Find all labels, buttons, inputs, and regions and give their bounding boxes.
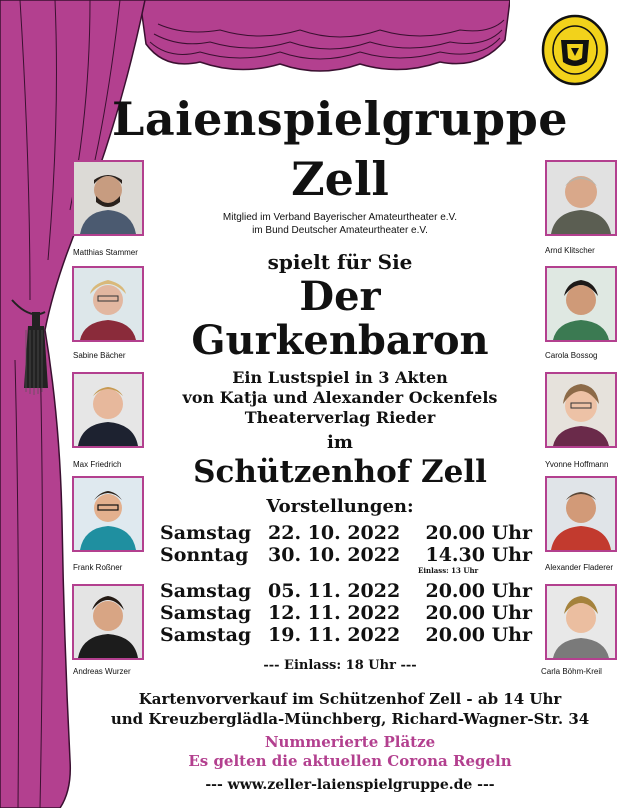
cast-name-right-4: Alexander Fladerer	[545, 563, 614, 572]
cast-name-right-3: Yvonne Hoffmann	[545, 460, 609, 469]
play-desc-line1: Ein Lustspiel in 3 Akten	[232, 368, 448, 387]
performance-row	[160, 602, 532, 624]
performance-date: 12. 11. 2022	[268, 602, 401, 624]
performance-row	[160, 580, 532, 602]
cast-name-left-1: Matthias Stammer	[73, 248, 138, 257]
presale-line2: und Kreuzberglädla-Münchberg, Richard-Wagner-Str. 34	[110, 710, 590, 728]
play-title-line1: Der	[299, 273, 381, 320]
performance-time: 20.00 Uhr	[425, 522, 532, 544]
cast-name-left-5: Andreas Wurzer	[73, 667, 131, 676]
entry-note: --- Einlass: 18 Uhr ---	[263, 658, 417, 673]
group-name-line2: Zell	[291, 152, 389, 206]
cast-name-left-4: Frank Roßner	[73, 563, 123, 572]
sunday-entry-note: Einlass: 13 Uhr	[418, 566, 479, 575]
performance-time: 14.30 Uhr	[425, 544, 532, 566]
performance-list	[160, 522, 532, 646]
club-badge-icon	[541, 14, 609, 86]
performance-date: 22. 10. 2022	[268, 522, 401, 544]
presale-line1: Kartenvorverkauf im Schützenhof Zell - ab 14 Uhr	[138, 690, 562, 708]
play-desc-line3: Theaterverlag Rieder	[244, 408, 436, 427]
venue-prefix: im	[327, 432, 353, 453]
play-title-line2: Gurkenbaron	[191, 317, 489, 364]
cast-photo-right-4	[545, 476, 617, 552]
cast-name-right-2: Carola Bossog	[545, 351, 598, 360]
person-avatar-icon	[547, 374, 615, 446]
cast-name-left-2: Sabine Bächer	[73, 351, 126, 360]
person-avatar-icon	[74, 478, 142, 550]
performances-heading: Vorstellungen:	[266, 496, 414, 517]
cast-photo-right-5	[545, 584, 617, 660]
person-avatar-icon	[547, 586, 615, 658]
play-intro: spielt für Sie	[267, 250, 413, 274]
performance-day: Samstag	[160, 624, 252, 646]
performance-time: 20.00 Uhr	[425, 602, 532, 624]
performance-day: Sonntag	[160, 544, 249, 566]
person-avatar-icon	[74, 268, 142, 340]
membership-line1: Mitglied im Verband Bayerischer Amateurtheater e.V.	[222, 212, 458, 223]
performance-date: 30. 10. 2022	[268, 544, 401, 566]
cast-photo-left-1	[72, 160, 144, 236]
performance-row	[160, 624, 532, 646]
website-link[interactable]: --- www.zeller-laienspielgruppe.de ---	[205, 777, 495, 793]
cast-photo-right-2	[545, 266, 617, 342]
cast-photo-left-4	[72, 476, 144, 552]
curtain-valance	[140, 0, 510, 78]
performance-row	[160, 544, 532, 566]
performance-date: 05. 11. 2022	[268, 580, 401, 602]
performance-date: 19. 11. 2022	[268, 624, 401, 646]
person-avatar-icon	[74, 162, 142, 234]
play-desc-line2: von Katja und Alexander Ockenfels	[182, 388, 498, 407]
seats-note: Nummerierte Plätze	[264, 733, 436, 751]
performance-time: 20.00 Uhr	[425, 580, 532, 602]
cast-photo-left-3	[72, 372, 144, 448]
cast-photo-left-2	[72, 266, 144, 342]
cast-photo-left-5	[72, 584, 144, 660]
cast-name-right-1: Arnd Klitscher	[545, 246, 595, 255]
cast-name-right-5: Carla Böhm-Kreil	[541, 667, 602, 676]
cast-name-left-3: Max Friedrich	[73, 460, 122, 469]
person-avatar-icon	[74, 374, 142, 446]
membership-line2: im Bund Deutscher Amateurtheater e.V.	[252, 225, 428, 236]
performance-time: 20.00 Uhr	[425, 624, 532, 646]
performance-day: Samstag	[160, 580, 252, 602]
performance-day: Samstag	[160, 602, 252, 624]
venue-name: Schützenhof Zell	[193, 454, 487, 490]
person-avatar-icon	[547, 268, 615, 340]
person-avatar-icon	[74, 586, 142, 658]
performance-day: Samstag	[160, 522, 252, 544]
performance-row	[160, 522, 532, 544]
cast-photo-right-1	[545, 160, 617, 236]
sunday-note-row	[160, 566, 532, 580]
cast-photo-right-3	[545, 372, 617, 448]
corona-note: Es gelten die aktuellen Corona Regeln	[188, 752, 512, 770]
person-avatar-icon	[547, 162, 615, 234]
group-name-line1: Laienspielgruppe	[111, 92, 569, 146]
person-avatar-icon	[547, 478, 615, 550]
